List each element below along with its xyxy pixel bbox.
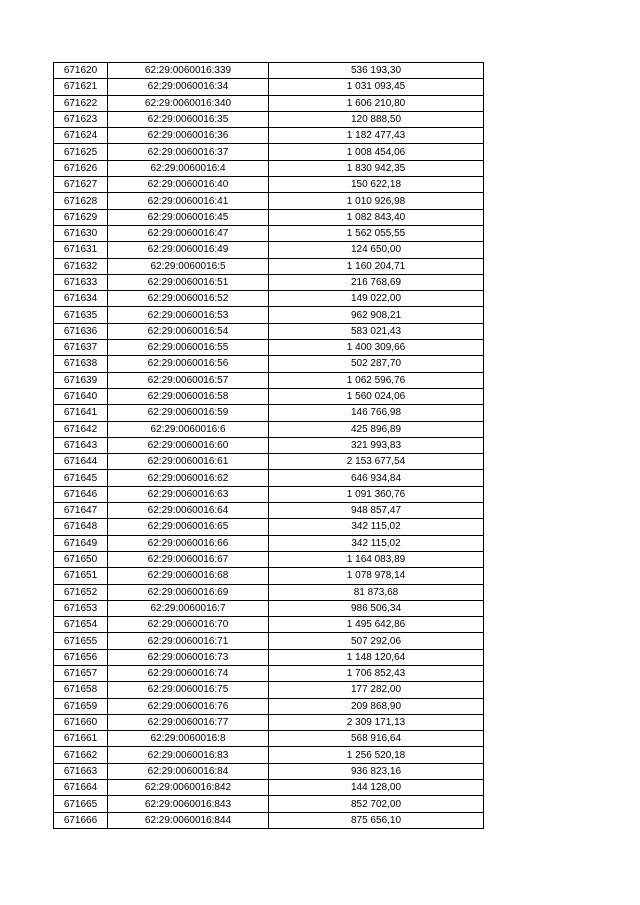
value-cell: 209 868,90 [269,698,484,714]
value-cell: 1 182 477,43 [269,128,484,144]
table-row [54,796,484,812]
row-number-cell: 671648 [54,519,108,535]
table-row [54,258,484,274]
cadastral-number-cell: 62:29:0060016:37 [108,144,269,160]
row-number-cell: 671644 [54,454,108,470]
value-cell: 1 560 024,06 [269,388,484,404]
table-row [54,274,484,290]
cadastral-number-cell: 62:29:0060016:60 [108,437,269,453]
table-row [54,568,484,584]
row-number-cell: 671663 [54,763,108,779]
table-row [54,63,484,79]
cadastral-number-cell: 62:29:0060016:58 [108,388,269,404]
row-number-cell: 671655 [54,633,108,649]
row-number-cell: 671657 [54,665,108,681]
row-number-cell: 671666 [54,812,108,828]
value-cell: 342 115,02 [269,535,484,551]
cadastral-number-cell: 62:29:0060016:53 [108,307,269,323]
value-cell: 583 021,43 [269,323,484,339]
row-number-cell: 671631 [54,242,108,258]
table-row [54,600,484,616]
row-number-cell: 671660 [54,714,108,730]
value-cell: 1 031 093,45 [269,79,484,95]
value-cell: 852 702,00 [269,796,484,812]
row-number-cell: 671638 [54,356,108,372]
table-row [54,665,484,681]
value-cell: 646 934,84 [269,470,484,486]
cadastral-number-cell: 62:29:0060016:842 [108,780,269,796]
row-number-cell: 671654 [54,617,108,633]
cadastral-number-cell: 62:29:0060016:65 [108,519,269,535]
value-cell: 216 768,69 [269,274,484,290]
table-row [54,128,484,144]
table-row [54,649,484,665]
table-row [54,372,484,388]
row-number-cell: 671620 [54,63,108,79]
row-number-cell: 671656 [54,649,108,665]
row-number-cell: 671647 [54,503,108,519]
value-cell: 1 091 360,76 [269,486,484,502]
table-row [54,356,484,372]
cadastral-number-cell: 62:29:0060016:36 [108,128,269,144]
cadastral-value-table [53,62,484,829]
cadastral-number-cell: 62:29:0060016:77 [108,714,269,730]
value-cell: 536 193,30 [269,63,484,79]
row-number-cell: 671632 [54,258,108,274]
value-cell: 507 292,06 [269,633,484,649]
value-cell: 2 153 677,54 [269,454,484,470]
row-number-cell: 671627 [54,177,108,193]
cadastral-number-cell: 62:29:0060016:63 [108,486,269,502]
cadastral-number-cell: 62:29:0060016:76 [108,698,269,714]
table-row [54,79,484,95]
row-number-cell: 671651 [54,568,108,584]
cadastral-number-cell: 62:29:0060016:70 [108,617,269,633]
cadastral-number-cell: 62:29:0060016:75 [108,682,269,698]
cadastral-number-cell: 62:29:0060016:34 [108,79,269,95]
row-number-cell: 671642 [54,421,108,437]
value-cell: 962 908,21 [269,307,484,323]
table-row [54,177,484,193]
value-cell: 120 888,50 [269,111,484,127]
cadastral-number-cell: 62:29:0060016:83 [108,747,269,763]
row-number-cell: 671622 [54,95,108,111]
row-number-cell: 671653 [54,600,108,616]
table-row [54,633,484,649]
row-number-cell: 671664 [54,780,108,796]
cadastral-number-cell: 62:29:0060016:67 [108,551,269,567]
cadastral-number-cell: 62:29:0060016:45 [108,209,269,225]
value-cell: 1 160 204,71 [269,258,484,274]
row-number-cell: 671652 [54,584,108,600]
cadastral-number-cell: 62:29:0060016:339 [108,63,269,79]
value-cell: 425 896,89 [269,421,484,437]
cadastral-number-cell: 62:29:0060016:51 [108,274,269,290]
cadastral-number-cell: 62:29:0060016:844 [108,812,269,828]
cadastral-number-cell: 62:29:0060016:69 [108,584,269,600]
row-number-cell: 671650 [54,551,108,567]
cadastral-number-cell: 62:29:0060016:47 [108,225,269,241]
table-row [54,144,484,160]
row-number-cell: 671646 [54,486,108,502]
cadastral-number-cell: 62:29:0060016:40 [108,177,269,193]
row-number-cell: 671630 [54,225,108,241]
table-row [54,225,484,241]
cadastral-number-cell: 62:29:0060016:84 [108,763,269,779]
row-number-cell: 671649 [54,535,108,551]
cadastral-number-cell: 62:29:0060016:71 [108,633,269,649]
value-cell: 936 823,16 [269,763,484,779]
cadastral-number-cell: 62:29:0060016:4 [108,160,269,176]
value-cell: 321 993,83 [269,437,484,453]
row-number-cell: 671645 [54,470,108,486]
table-row [54,160,484,176]
table-row [54,812,484,828]
table-row [54,682,484,698]
row-number-cell: 671661 [54,731,108,747]
value-cell: 875 656,10 [269,812,484,828]
cadastral-number-cell: 62:29:0060016:68 [108,568,269,584]
table-row [54,193,484,209]
cadastral-number-cell: 62:29:0060016:340 [108,95,269,111]
value-cell: 177 282,00 [269,682,484,698]
table-row [54,291,484,307]
table-row [54,714,484,730]
row-number-cell: 671639 [54,372,108,388]
table-row [54,388,484,404]
row-number-cell: 671636 [54,323,108,339]
cadastral-number-cell: 62:29:0060016:56 [108,356,269,372]
table-row [54,519,484,535]
cadastral-number-cell: 62:29:0060016:55 [108,340,269,356]
cadastral-number-cell: 62:29:0060016:52 [108,291,269,307]
value-cell: 1 830 942,35 [269,160,484,176]
cadastral-number-cell: 62:29:0060016:5 [108,258,269,274]
row-number-cell: 671628 [54,193,108,209]
value-cell: 1 495 642,86 [269,617,484,633]
value-cell: 948 857,47 [269,503,484,519]
value-cell: 1 078 978,14 [269,568,484,584]
table-row [54,617,484,633]
cadastral-number-cell: 62:29:0060016:41 [108,193,269,209]
row-number-cell: 671640 [54,388,108,404]
cadastral-number-cell: 62:29:0060016:6 [108,421,269,437]
cadastral-number-cell: 62:29:0060016:7 [108,600,269,616]
table-row [54,242,484,258]
cadastral-number-cell: 62:29:0060016:49 [108,242,269,258]
table-row [54,340,484,356]
table-row [54,551,484,567]
value-cell: 1 256 520,18 [269,747,484,763]
row-number-cell: 671624 [54,128,108,144]
row-number-cell: 671623 [54,111,108,127]
table-row [54,307,484,323]
table-row [54,780,484,796]
table-row [54,111,484,127]
value-cell: 1 148 120,64 [269,649,484,665]
row-number-cell: 671637 [54,340,108,356]
table-row [54,584,484,600]
cadastral-number-cell: 62:29:0060016:59 [108,405,269,421]
table-row [54,95,484,111]
table-row [54,209,484,225]
row-number-cell: 671635 [54,307,108,323]
cadastral-number-cell: 62:29:0060016:64 [108,503,269,519]
table-row [54,503,484,519]
table-row [54,405,484,421]
row-number-cell: 671658 [54,682,108,698]
value-cell: 342 115,02 [269,519,484,535]
row-number-cell: 671625 [54,144,108,160]
value-cell: 568 916,64 [269,731,484,747]
row-number-cell: 671634 [54,291,108,307]
row-number-cell: 671621 [54,79,108,95]
cadastral-number-cell: 62:29:0060016:74 [108,665,269,681]
value-cell: 1 164 083,89 [269,551,484,567]
cadastral-number-cell: 62:29:0060016:73 [108,649,269,665]
value-cell: 2 309 171,13 [269,714,484,730]
table-row [54,454,484,470]
cadastral-number-cell: 62:29:0060016:54 [108,323,269,339]
value-cell: 146 766,98 [269,405,484,421]
table-row [54,437,484,453]
cadastral-number-cell: 62:29:0060016:62 [108,470,269,486]
value-cell: 1 400 309,66 [269,340,484,356]
cadastral-number-cell: 62:29:0060016:8 [108,731,269,747]
table-row [54,470,484,486]
value-cell: 144 128,00 [269,780,484,796]
value-cell: 149 022,00 [269,291,484,307]
row-number-cell: 671626 [54,160,108,176]
cadastral-number-cell: 62:29:0060016:57 [108,372,269,388]
cadastral-number-cell: 62:29:0060016:66 [108,535,269,551]
cadastral-number-cell: 62:29:0060016:843 [108,796,269,812]
row-number-cell: 671665 [54,796,108,812]
row-number-cell: 671641 [54,405,108,421]
table-row [54,763,484,779]
value-cell: 502 287,70 [269,356,484,372]
value-cell: 1 606 210,80 [269,95,484,111]
row-number-cell: 671633 [54,274,108,290]
cadastral-number-cell: 62:29:0060016:35 [108,111,269,127]
value-cell: 1 562 055,55 [269,225,484,241]
table-row [54,421,484,437]
table-row [54,323,484,339]
table-row [54,486,484,502]
value-cell: 1 008 454,06 [269,144,484,160]
value-cell: 124 650,00 [269,242,484,258]
table-body [54,63,484,829]
value-cell: 81 873,68 [269,584,484,600]
table-row [54,731,484,747]
row-number-cell: 671659 [54,698,108,714]
table-row [54,747,484,763]
value-cell: 986 506,34 [269,600,484,616]
value-cell: 150 622,18 [269,177,484,193]
row-number-cell: 671643 [54,437,108,453]
cadastral-number-cell: 62:29:0060016:61 [108,454,269,470]
table-row [54,535,484,551]
value-cell: 1 062 596,76 [269,372,484,388]
table-row [54,698,484,714]
value-cell: 1 706 852,43 [269,665,484,681]
value-cell: 1 010 926,98 [269,193,484,209]
row-number-cell: 671662 [54,747,108,763]
row-number-cell: 671629 [54,209,108,225]
value-cell: 1 082 843,40 [269,209,484,225]
